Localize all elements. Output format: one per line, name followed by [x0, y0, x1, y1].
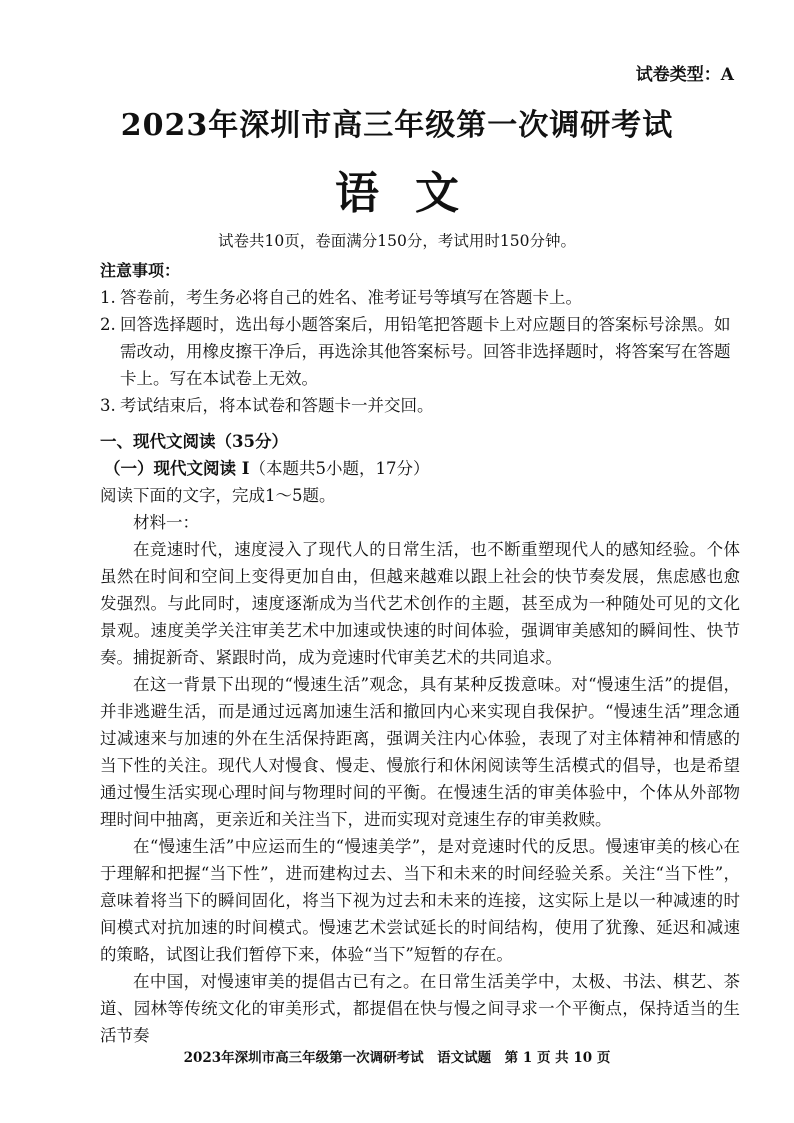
subject-title: 语文: [335, 168, 495, 219]
material-paragraph: 在这一背景下出现的“慢速生活”观念，具有某种反拨意味。对“慢速生活”的提倡，并非逃避生活，而是通过远离加速生活和撤回内心来实现自我保护。“慢速生活”理念通过减速来与加速的外在生活保持距离，强调关注内心体验，表现了对主体精神和情感的当下性的关注。现代人对慢食、慢走、慢旅行和休闲阅读等生活模式的倡导，也是希望通过慢生活实现心理时间与物理时间的平衡。在慢速生活的审美体验中，个体从外部物理时间中抽离，更亲近和关注当下，进而实现对竞速生存的审美救赎。: [100, 675, 740, 829]
subsection-title: （一）现代文阅读 I: [104, 459, 250, 478]
notice-number: 2.: [100, 315, 116, 334]
exam-title: 2023年深圳市高三年级第一次调研考试: [120, 108, 674, 143]
subsection-heading: [104, 455, 740, 482]
page-footer: 2023年深圳市高三年级第一次调研考试 语文试题 第 1 页 共 10 页: [183, 1050, 611, 1066]
exam-info: 试卷共10页，卷面满分150分，考试用时150分钟。: [218, 232, 576, 250]
notice-text: 回答选择题时，选出每小题答案后，用铅笔把答题卡上对应题目的答案标号涂黑。如需改动，用橡皮擦干净后，再选涂其他答案标号。回答非选择题时，将答案写在答题卡上。写在本试卷上无效。: [120, 315, 731, 388]
notice-number: 3.: [100, 396, 116, 415]
notice-list: [100, 284, 740, 419]
notice-item: [100, 392, 740, 419]
material-paragraph: 在竞速时代，速度浸入了现代人的日常生活，也不断重塑现代人的感知经验。个体虽然在时间和空间上变得更加自由，但越来越难以跟上社会的快节奏发展，焦虑感也愈发强烈。与此同时，速度逐渐成为当代艺术创作的主题，甚至成为一种随处可见的文化景观。速度美学关注审美艺术中加速或快速的时间体验，强调审美感知的瞬间性、快节奏。捕捉新奇、紧跟时尚，成为竞速时代审美艺术的共同追求。: [100, 540, 740, 667]
reading-section: [100, 428, 740, 1049]
notice-item: [100, 284, 740, 311]
material-paragraph: 在“慢速生活”中应运而生的“慢速美学”，是对竞速时代的反思。慢速审美的核心在于理解和把握“当下性”，进而建构过去、当下和未来的时间经验关系。关注“当下性”，意味着将当下的瞬间固化，将当下视为过去和未来的连接，这实际上是以一种减速的时间模式对抗加速的时间模式。慢速艺术尝试延长的时间结构，使用了犹豫、延迟和减速的策略，试图让我们暂停下来，体验“当下”短暂的存在。: [100, 837, 740, 964]
notice-number: 1.: [100, 288, 116, 307]
notice-heading: 注意事项：: [100, 261, 181, 280]
subsection-note: （本题共5小题，17分）: [249, 459, 430, 478]
notice-item: [100, 311, 740, 392]
material-title: 材料一：: [133, 513, 199, 532]
material-paragraph: 在中国，对慢速审美的提倡古已有之。在日常生活美学中，太极、书法、棋艺、茶道、园林等传统文化的审美形式，都提倡在快与慢之间寻求一个平衡点，保持适当的生活节奏: [100, 972, 740, 1045]
reading-instruction: 阅读下面的文字，完成1～5题。: [100, 486, 336, 505]
paper-type-label: 试卷类型：A: [635, 65, 734, 85]
notice-text: 答卷前，考生务必将自己的姓名、准考证号等填写在答题卡上。: [120, 288, 582, 307]
section-heading: 一、现代文阅读（35分）: [100, 432, 288, 451]
notice-text: 考试结束后，将本试卷和答题卡一并交回。: [120, 396, 434, 415]
